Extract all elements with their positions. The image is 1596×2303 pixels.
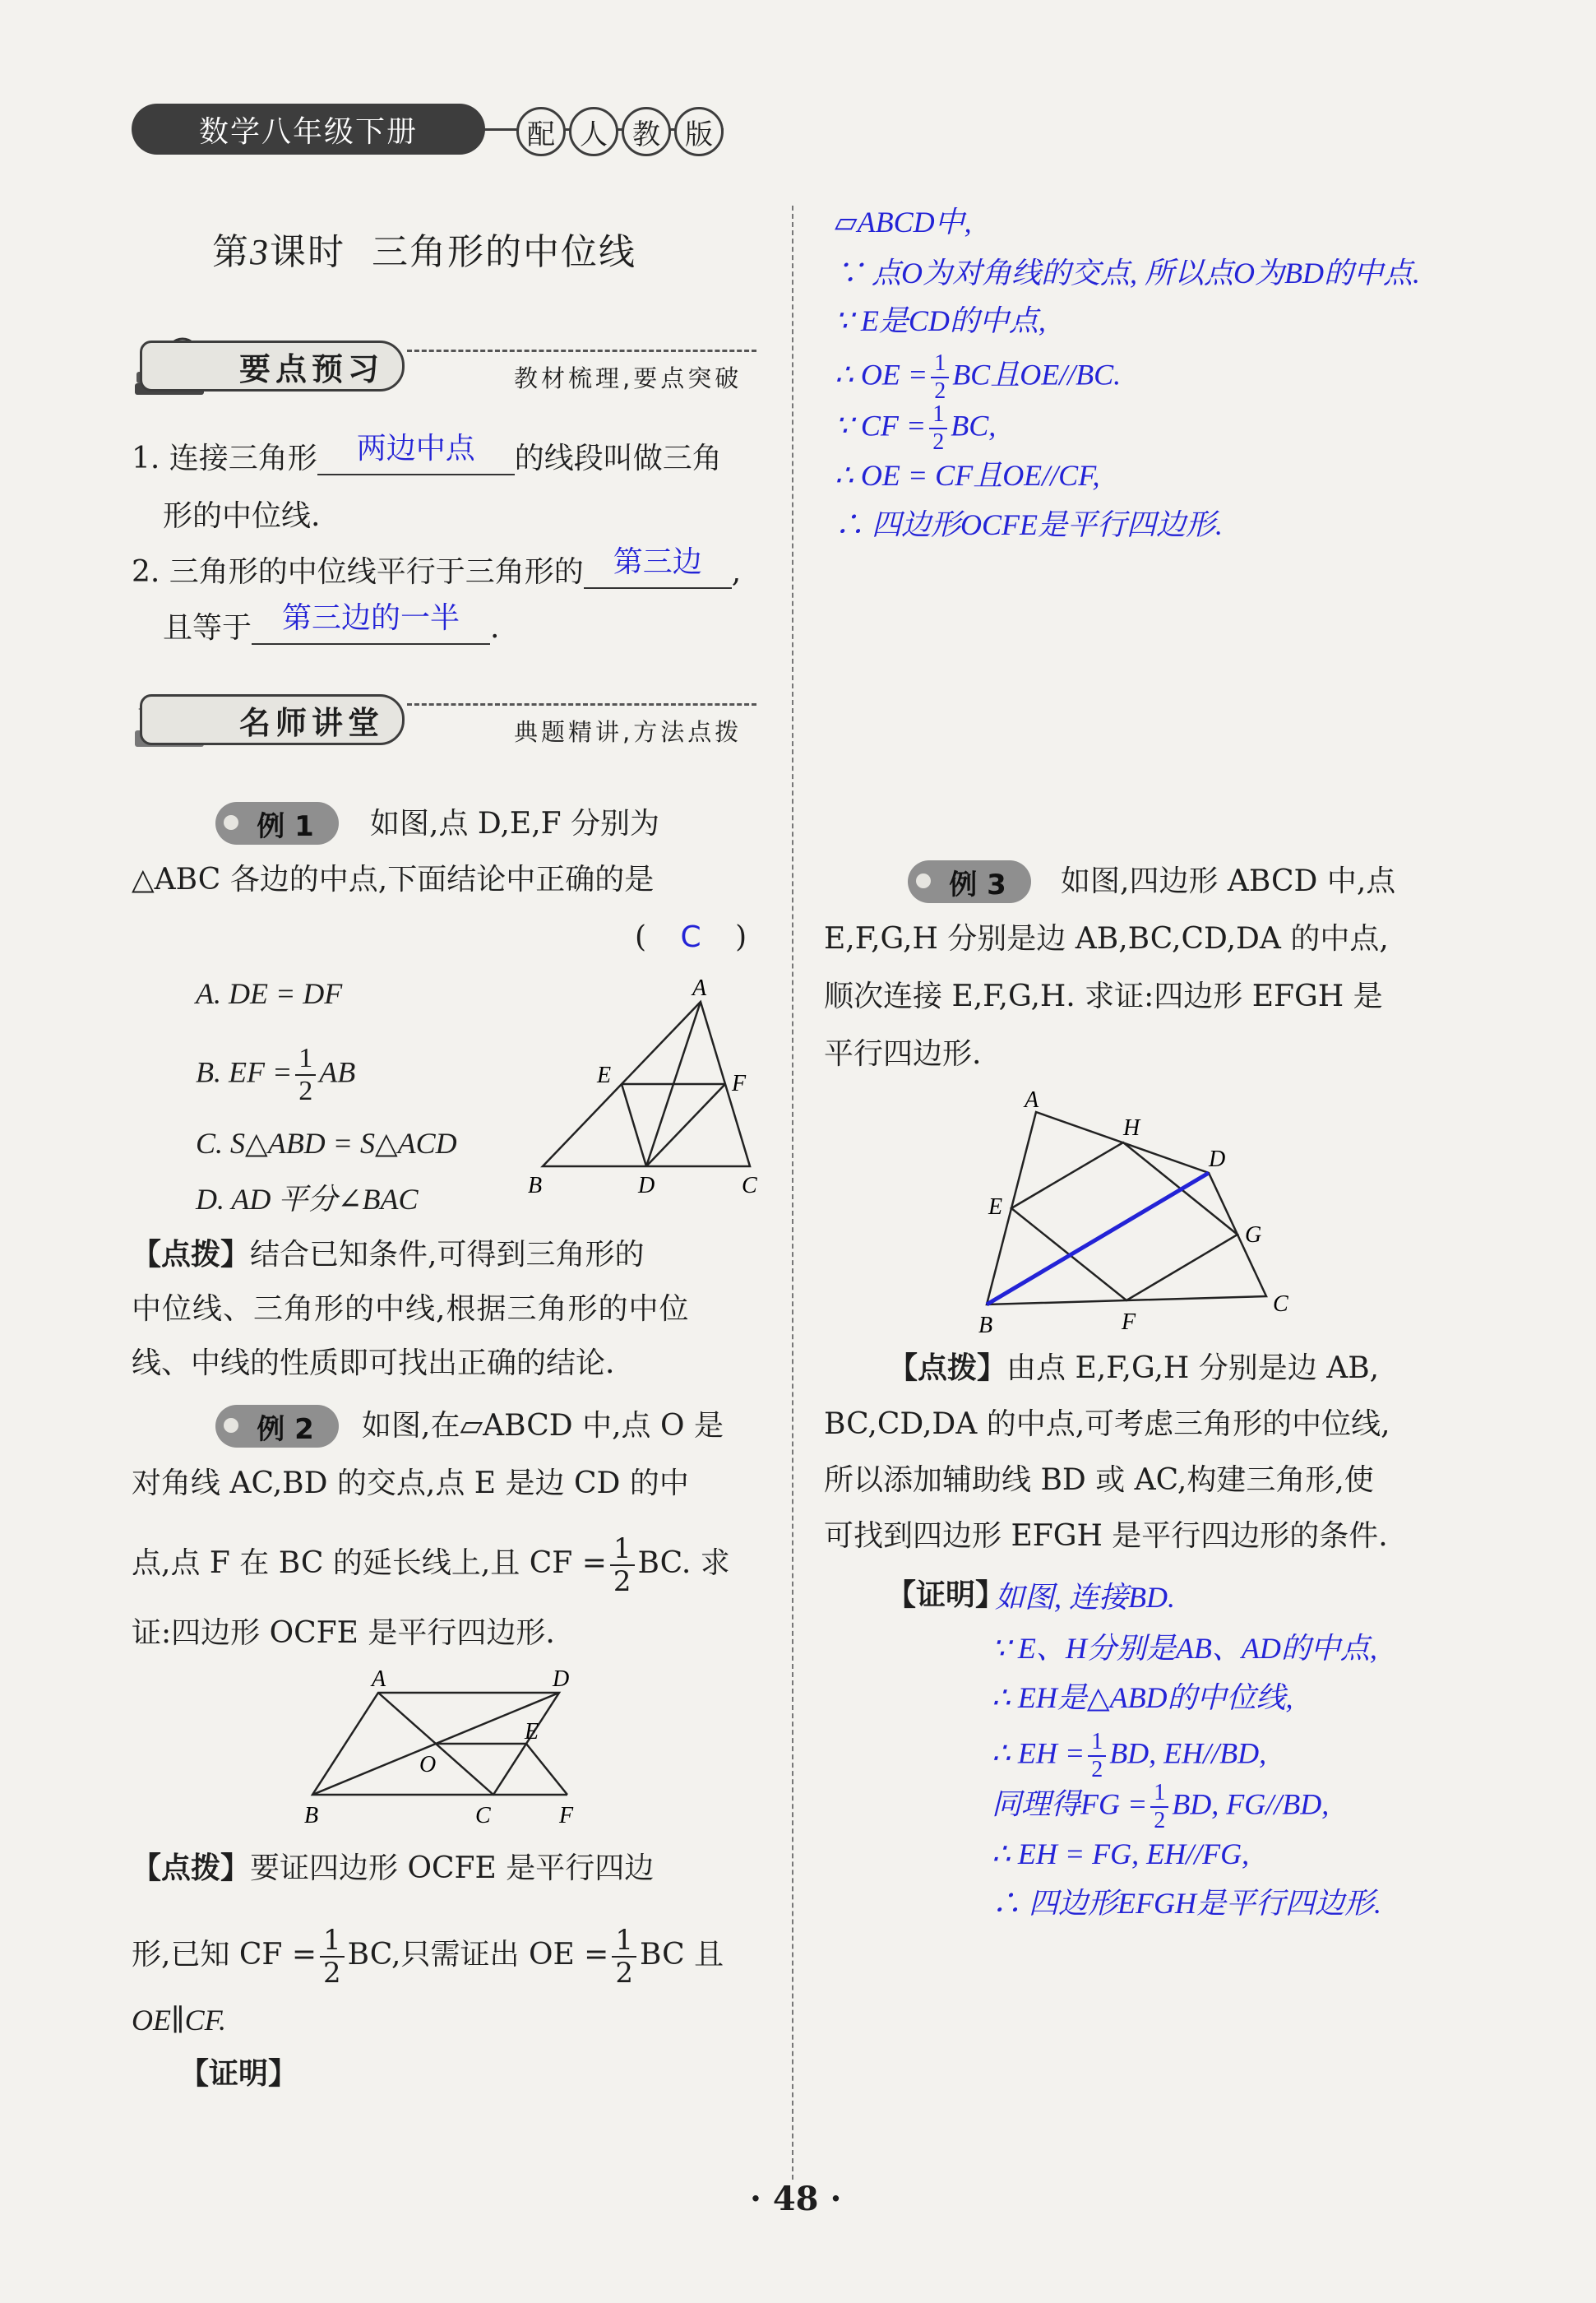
- ex3-label-f: F: [1122, 1309, 1136, 1335]
- ex3-tip-line-2: BC,CD,DA 的中点,可考虑三角形的中位线,: [824, 1407, 1390, 1441]
- ex1-option-a: A. DE = DF: [196, 977, 343, 1010]
- example-2-tag-text: 例 2: [257, 1412, 314, 1446]
- ex1-option-b-den: 2: [298, 1076, 313, 1106]
- proof3-line-4-fraction: [1088, 1731, 1106, 1782]
- proof3-line-4-pre: ∴ EH =: [992, 1736, 1085, 1770]
- proof2-line-5-post: BC,: [951, 409, 997, 443]
- ex2-line-3-post: BC. 求: [637, 1546, 730, 1580]
- section-preview-subtitle: 教材梳理,要点突破: [514, 364, 742, 392]
- ex1-segment-fd: [646, 1084, 725, 1166]
- ex2-tip-tag: 【点拨】: [132, 1851, 251, 1885]
- ex2-line-1: 如图,在▱ABCD 中,点 O 是: [362, 1409, 724, 1443]
- q1-text-b: 的线段叫做三角: [514, 442, 722, 475]
- q2-period: .: [490, 611, 500, 645]
- example-3-tag-text: 例 3: [949, 868, 1006, 901]
- proof2-line-5-fraction: [929, 403, 947, 454]
- ex3-tip-line-4: 可找到四边形 EFGH 是平行四边形的条件.: [824, 1519, 1388, 1553]
- question-2-line-2: [163, 601, 500, 645]
- ex3-label-e: E: [988, 1194, 1003, 1220]
- ex2-tip-num-1: 1: [320, 1926, 345, 1958]
- section-lecture-subtitle: 典题精讲,方法点拨: [514, 718, 742, 746]
- ex2-tip-num-2: 1: [612, 1926, 636, 1958]
- ex1-label-b: B: [528, 1173, 543, 1198]
- proof2-line-4-fraction: [931, 352, 949, 403]
- proof3-line-1: 如图, 连接BD.: [995, 1581, 1175, 1614]
- ex1-option-b-num: 1: [295, 1045, 316, 1076]
- proof2-line-4: [835, 352, 1121, 403]
- ex2-tip-fraction-1: [320, 1924, 345, 1990]
- q1-answer-text: 两边中点: [356, 432, 475, 466]
- ex2-label-b: B: [304, 1803, 319, 1828]
- proof3-line-4-den: 2: [1091, 1757, 1103, 1782]
- ex3-tip-tag: 【点拨】: [888, 1351, 1007, 1385]
- ex1-answer-paren: [635, 920, 747, 954]
- section-preview-dash: [407, 350, 756, 352]
- proof3-line-5-fraction: [1150, 1782, 1168, 1833]
- ex3-quadrilateral-abcd: [987, 1112, 1266, 1304]
- proof2-line-5-num: 1: [929, 403, 947, 429]
- ex1-tip-line-1: [132, 1240, 644, 1270]
- q1-text-a: 1. 连接三角形: [132, 442, 317, 475]
- proof2-line-4-den: 2: [934, 378, 946, 404]
- ex2-tip-2-mid: BC,只需证出 OE =: [347, 1938, 609, 1972]
- proof2-line-5-den: 2: [932, 429, 945, 455]
- ex2-tip-den-1: 2: [323, 1957, 341, 1990]
- ex1-line-1: 如图,点 D,E,F 分别为: [370, 807, 660, 841]
- section-preview-banner: [140, 341, 405, 392]
- ex3-label-b: B: [978, 1313, 993, 1338]
- proof3-line-5-den: 2: [1154, 1808, 1166, 1833]
- proof2-line-4-num: 1: [931, 352, 949, 378]
- lesson-title: [212, 222, 636, 275]
- question-1-line-1: [132, 432, 722, 475]
- lesson-prefix: 第: [212, 231, 250, 273]
- example-3-tag: [908, 860, 1031, 903]
- ex2-line-3-fraction: [610, 1532, 635, 1598]
- question-2-line-1: [132, 545, 742, 589]
- proof3-line-6: ∴ EH = FG, EH//FG,: [992, 1837, 1250, 1870]
- book-title-pill: [132, 104, 485, 155]
- proof3-line-2: ∵ E、H分别是AB、AD的中点,: [992, 1632, 1377, 1665]
- ex1-label-f: F: [732, 1071, 747, 1096]
- lesson-suffix: 课时: [270, 231, 345, 273]
- ex1-label-e: E: [597, 1063, 612, 1088]
- ex1-line-2: △ABC 各边的中点,下面结论中正确的是: [132, 863, 655, 897]
- ex3-auxiliary-bd: [987, 1173, 1209, 1304]
- ex2-label-f: F: [559, 1803, 574, 1828]
- section-lecture-title: 名师讲堂: [239, 704, 385, 741]
- ex3-label-g: G: [1245, 1222, 1262, 1248]
- section-lecture-dash: [407, 703, 756, 706]
- ex2-line-3: [132, 1532, 730, 1598]
- proof3-line-7: ∴ 四边形EFGH是平行四边形.: [992, 1887, 1381, 1920]
- ex1-tip-1: 结合已知条件,可得到三角形的: [250, 1238, 645, 1272]
- q2-answer-1-text: 第三边: [613, 545, 702, 579]
- ex3-tip-1: 由点 E,F,G,H 分别是边 AB,: [1006, 1351, 1380, 1385]
- ex3-label-a: A: [1025, 1087, 1039, 1113]
- ex2-tip-fraction-2: [612, 1924, 636, 1990]
- book-title: 数学八年级下册: [198, 114, 418, 149]
- example-1-tag-text: 例 1: [257, 809, 314, 843]
- proof2-line-3: ∵ E是CD的中点,: [835, 304, 1046, 337]
- proof3-line-5-post: BD, FG//BD,: [1172, 1787, 1330, 1821]
- ex1-option-d: D. AD 平分∠BAC: [196, 1183, 419, 1216]
- edition-char-2: 人: [569, 107, 618, 156]
- ex3-tip-line-1: [888, 1351, 1380, 1385]
- ex2-label-d: D: [553, 1670, 570, 1692]
- ex3-line-1: 如图,四边形 ABCD 中,点: [1061, 864, 1396, 898]
- ex1-option-b-post: AB: [319, 1055, 356, 1089]
- ex2-line-4: 证:四边形 OCFE 是平行四边形.: [132, 1616, 555, 1650]
- ex2-label-e: E: [525, 1719, 539, 1745]
- proof2-line-4-post: BC且OE//BC.: [952, 358, 1122, 392]
- ex2-segment-ef: [526, 1744, 567, 1795]
- edition-char-4: 版: [674, 107, 724, 156]
- q2-answer-2-text: 第三边的一半: [282, 601, 460, 635]
- proof3-line-5-pre: 同理得FG =: [992, 1787, 1148, 1821]
- proof3-line-4-num: 1: [1088, 1731, 1106, 1757]
- edition-char-3: 教: [622, 107, 671, 156]
- example-2-tag: [215, 1405, 339, 1448]
- proof3-line-4-post: BD, EH//BD,: [1109, 1736, 1267, 1770]
- lesson-name: 三角形的中位线: [371, 231, 636, 273]
- proof3-line-4: [992, 1731, 1266, 1782]
- ex3-tip-line-3: 所以添加辅助线 BD 或 AC,构建三角形,使: [824, 1463, 1374, 1497]
- proof2-line-5-pre: ∵ CF =: [835, 409, 927, 443]
- ex1-label-d: D: [638, 1173, 655, 1198]
- ex2-tip-line-1: [132, 1851, 655, 1885]
- ex1-option-b: [196, 1045, 355, 1105]
- ex2-label-c: C: [475, 1803, 491, 1828]
- proof2-line-1: ▱ABCD中,: [835, 206, 972, 239]
- ex1-tip-tag: 【点拨】: [132, 1238, 251, 1272]
- ex2-line-2: 对角线 AC,BD 的交点,点 E 是边 CD 的中: [132, 1467, 689, 1500]
- ex3-line-3: 顺次连接 E,F,G,H. 求证:四边形 EFGH 是: [824, 980, 1383, 1013]
- ex3-proof-tag: 【证明】: [886, 1578, 1006, 1612]
- edition-char-1: 配: [516, 107, 566, 156]
- ex2-tip-1: 要证四边形 OCFE 是平行四边: [250, 1851, 655, 1885]
- ex2-line-3-den: 2: [613, 1565, 631, 1598]
- q2-comma: ,: [731, 555, 742, 589]
- ex1-paren-open: (: [635, 920, 647, 954]
- ex1-triangle-figure: [518, 971, 765, 1201]
- proof2-line-7: ∴ 四边形OCFE是平行四边形.: [835, 508, 1223, 541]
- proof3-line-5-num: 1: [1150, 1782, 1168, 1808]
- ex2-tip-2-pre: 形,已知 CF =: [132, 1938, 317, 1972]
- ex1-option-b-fraction: [295, 1045, 316, 1105]
- ex2-parallelogram-figure: [296, 1670, 592, 1834]
- proof2-line-6: ∴ OE = CF且OE//CF,: [835, 459, 1100, 492]
- proof2-line-2: ∵ 点O为对角线的交点, 所以点O为BD的中点.: [835, 257, 1420, 290]
- ex1-option-b-pre: B. EF =: [196, 1055, 293, 1089]
- ex1-segment-ed: [622, 1084, 646, 1166]
- ex3-line-2: E,F,G,H 分别是边 AB,BC,CD,DA 的中点,: [824, 922, 1389, 956]
- ex2-label-a: A: [372, 1670, 386, 1692]
- ex2-tip-line-2: [132, 1924, 724, 1990]
- q2-text-a: 2. 三角形的中位线平行于三角形的: [132, 555, 584, 589]
- ex1-paren-close: ): [735, 920, 747, 954]
- proof3-line-5: [992, 1782, 1329, 1833]
- ex2-line-3-pre: 点,点 F 在 BC 的延长线上,且 CF =: [132, 1546, 607, 1580]
- ex3-line-4: 平行四边形.: [824, 1037, 982, 1071]
- q2-answer-1: [584, 545, 732, 589]
- ex3-quadrilateral-figure: [970, 1077, 1316, 1341]
- proof2-line-4-pre: ∴ OE =: [835, 358, 928, 392]
- example-1-tag: [215, 802, 339, 845]
- ex2-tip-2-post: BC 且: [640, 1938, 724, 1972]
- proof3-line-3: ∴ EH是△ABD的中位线,: [992, 1681, 1293, 1714]
- proof2-line-5: [835, 403, 996, 454]
- ex2-line-3-num: 1: [610, 1535, 635, 1566]
- page-number: · 48 ·: [750, 2180, 842, 2218]
- ex3-label-h: H: [1123, 1115, 1140, 1141]
- column-divider: [792, 206, 793, 2180]
- ex1-option-c: C. S△ABD = S△ACD: [196, 1127, 457, 1160]
- ex2-tip-den-2: 2: [615, 1957, 633, 1990]
- ex1-tip-line-3: 线、中线的性质即可找出正确的结论.: [132, 1346, 615, 1380]
- ex2-proof-tag: 【证明】: [179, 2057, 298, 2091]
- ex1-answer: C: [680, 920, 701, 954]
- lesson-number: 3: [250, 232, 270, 272]
- ex3-label-d: D: [1209, 1147, 1226, 1172]
- q1-answer: [317, 432, 515, 475]
- ex1-tip-line-2: 中位线、三角形的中线,根据三角形的中位: [132, 1292, 690, 1326]
- ex2-label-o: O: [419, 1752, 437, 1777]
- q2-text-b: 且等于: [163, 611, 252, 645]
- ex2-tip-line-3: OE∥CF.: [132, 2004, 226, 2037]
- q2-answer-2: [252, 601, 490, 645]
- ex3-label-c: C: [1273, 1291, 1288, 1317]
- section-preview-title: 要点预习: [239, 350, 385, 387]
- question-1-line-2: 形的中位线.: [163, 499, 321, 533]
- ex1-label-c: C: [742, 1173, 757, 1198]
- section-lecture-banner: [140, 694, 405, 745]
- ex1-label-a: A: [692, 975, 707, 1001]
